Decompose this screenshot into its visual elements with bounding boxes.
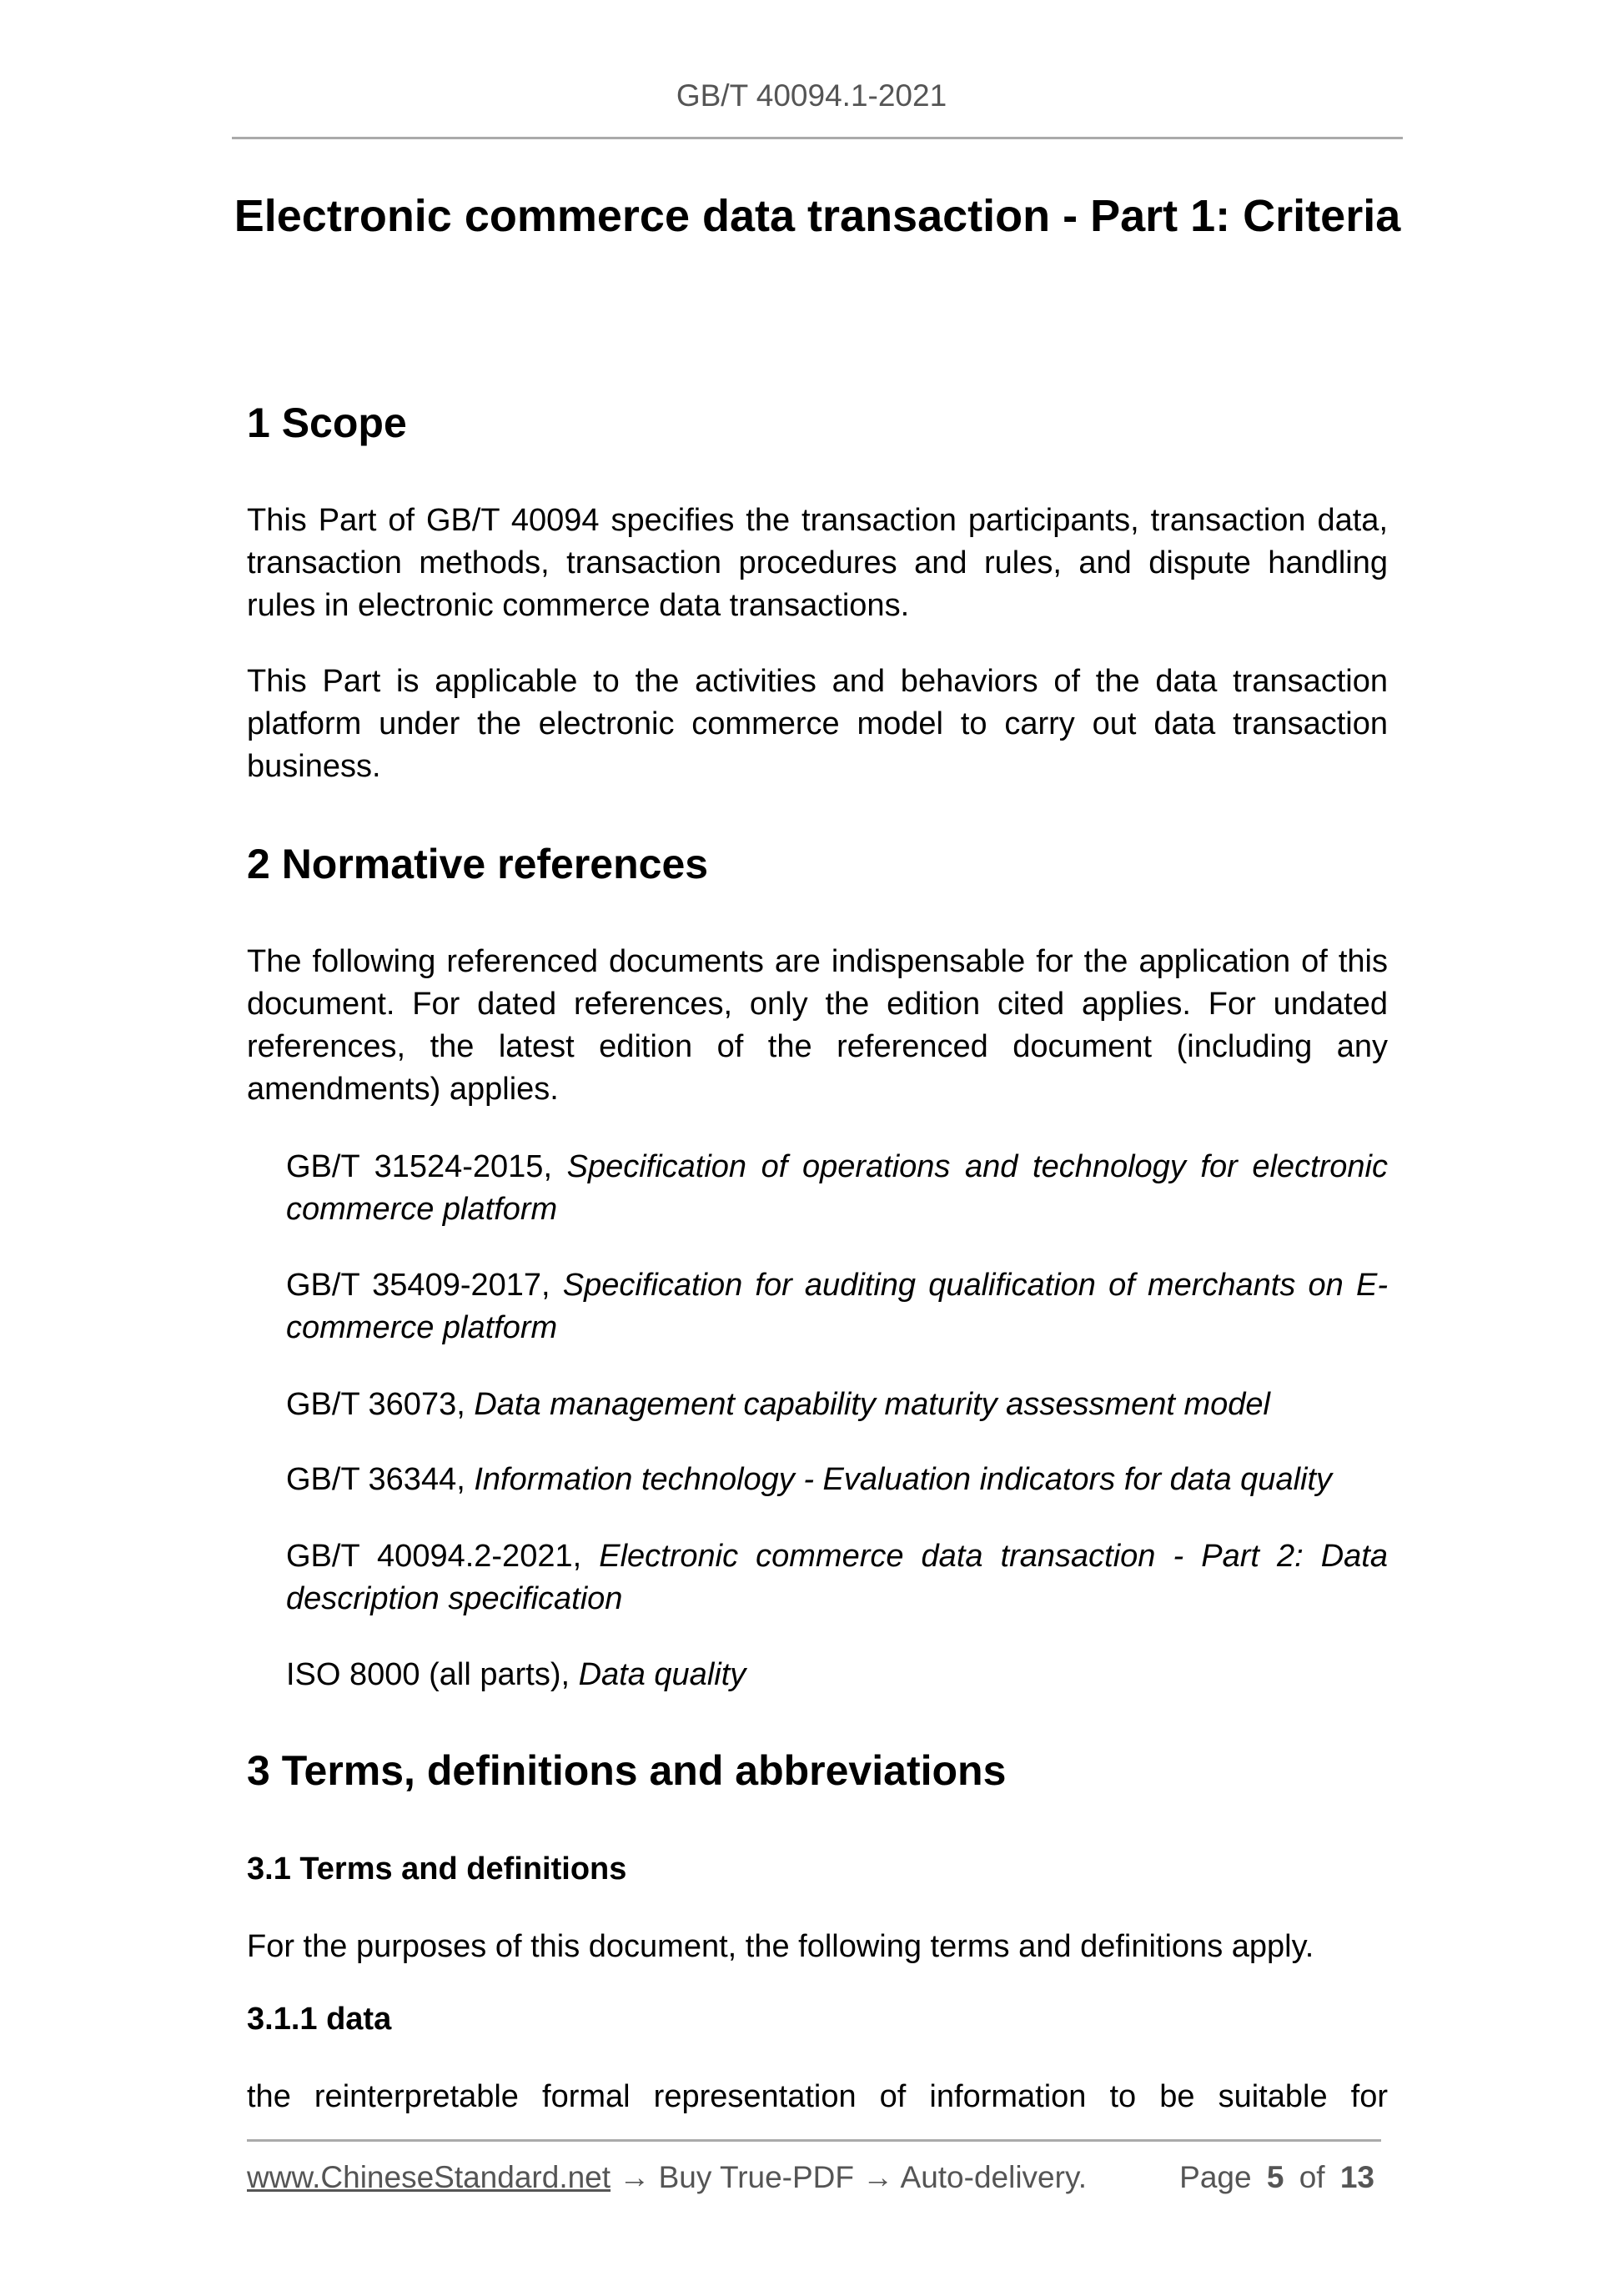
normative-intro: The following referenced documents are indispensable for the application of this document. For dated references, only the edition cited applies. For undated references, the latest edition of the referenced document (including any amendments) applies.: [247, 944, 1388, 1107]
subsection-heading: 3.1 Terms and definitions: [247, 1851, 627, 1887]
reference-title: Data quality: [578, 1657, 746, 1692]
scope-paragraph-2: This Part is applicable to the activities and behaviors of the data transaction platform under the electronic commerce model to carry out data transaction business.: [247, 664, 1388, 784]
reference-item: [286, 1384, 1388, 1426]
reference-code: GB/T 36344,: [286, 1462, 475, 1497]
terms-intro: For the purposes of this document, the following terms and definitions apply.: [247, 1929, 1314, 1964]
reference-item: [286, 1264, 1388, 1349]
reference-title: Information technology - Evaluation indicators for data quality: [474, 1462, 1333, 1497]
reference-item: [286, 1654, 1388, 1696]
scope-paragraph-1: This Part of GB/T 40094 specifies the transaction participants, transaction data, transaction methods, transaction procedures and rules, and dispute handling rules in electronic commerce data transactions.: [247, 503, 1388, 623]
reference-title: Specification of operations and technology for electronic commerce platform: [286, 1149, 1388, 1227]
term-heading: 3.1.1 data: [247, 2002, 392, 2037]
page-label: Page: [1179, 2160, 1252, 2194]
reference-title: Specification for auditing qualification of merchants on E-commerce platform: [286, 1268, 1388, 1345]
section-heading-terms: 3 Terms, definitions and abbreviations: [247, 1747, 1007, 1794]
reference-item: [286, 1535, 1388, 1620]
header-divider: [232, 137, 1403, 139]
reference-item: [286, 1146, 1388, 1231]
running-header: GB/T 40094.1-2021: [676, 78, 947, 113]
reference-code: GB/T 40094.2-2021,: [286, 1539, 600, 1574]
page-footer: [247, 2160, 1381, 2195]
reference-item: [286, 1459, 1388, 1501]
reference-code: GB/T 31524-2015,: [286, 1149, 567, 1184]
reference-code: GB/T 36073,: [286, 1387, 475, 1422]
section-heading-normative: 2 Normative references: [247, 841, 709, 887]
reference-title: Electronic commerce data transaction - Part 2: Data description specification: [286, 1539, 1388, 1616]
of-label: of: [1299, 2160, 1325, 2194]
reference-title: Data management capability maturity assessment model: [474, 1387, 1270, 1422]
total-pages: 13: [1339, 2160, 1374, 2194]
reference-code: ISO 8000 (all parts),: [286, 1657, 579, 1692]
page-indicator: [1179, 2160, 1374, 2195]
document-title: Electronic commerce data transaction - Part 1: Criteria: [234, 191, 1401, 241]
term-definition: the reinterpretable formal representation of information to be suitable for: [247, 2079, 1388, 2114]
reference-code: GB/T 35409-2017,: [286, 1268, 563, 1303]
current-page: 5: [1266, 2160, 1284, 2194]
footer-promo: → Buy True-PDF → Auto-delivery.: [611, 2160, 1087, 2194]
footer-divider: [247, 2139, 1381, 2142]
section-heading-scope: 1 Scope: [247, 399, 407, 446]
website-link[interactable]: www.ChineseStandard.net: [247, 2160, 611, 2194]
